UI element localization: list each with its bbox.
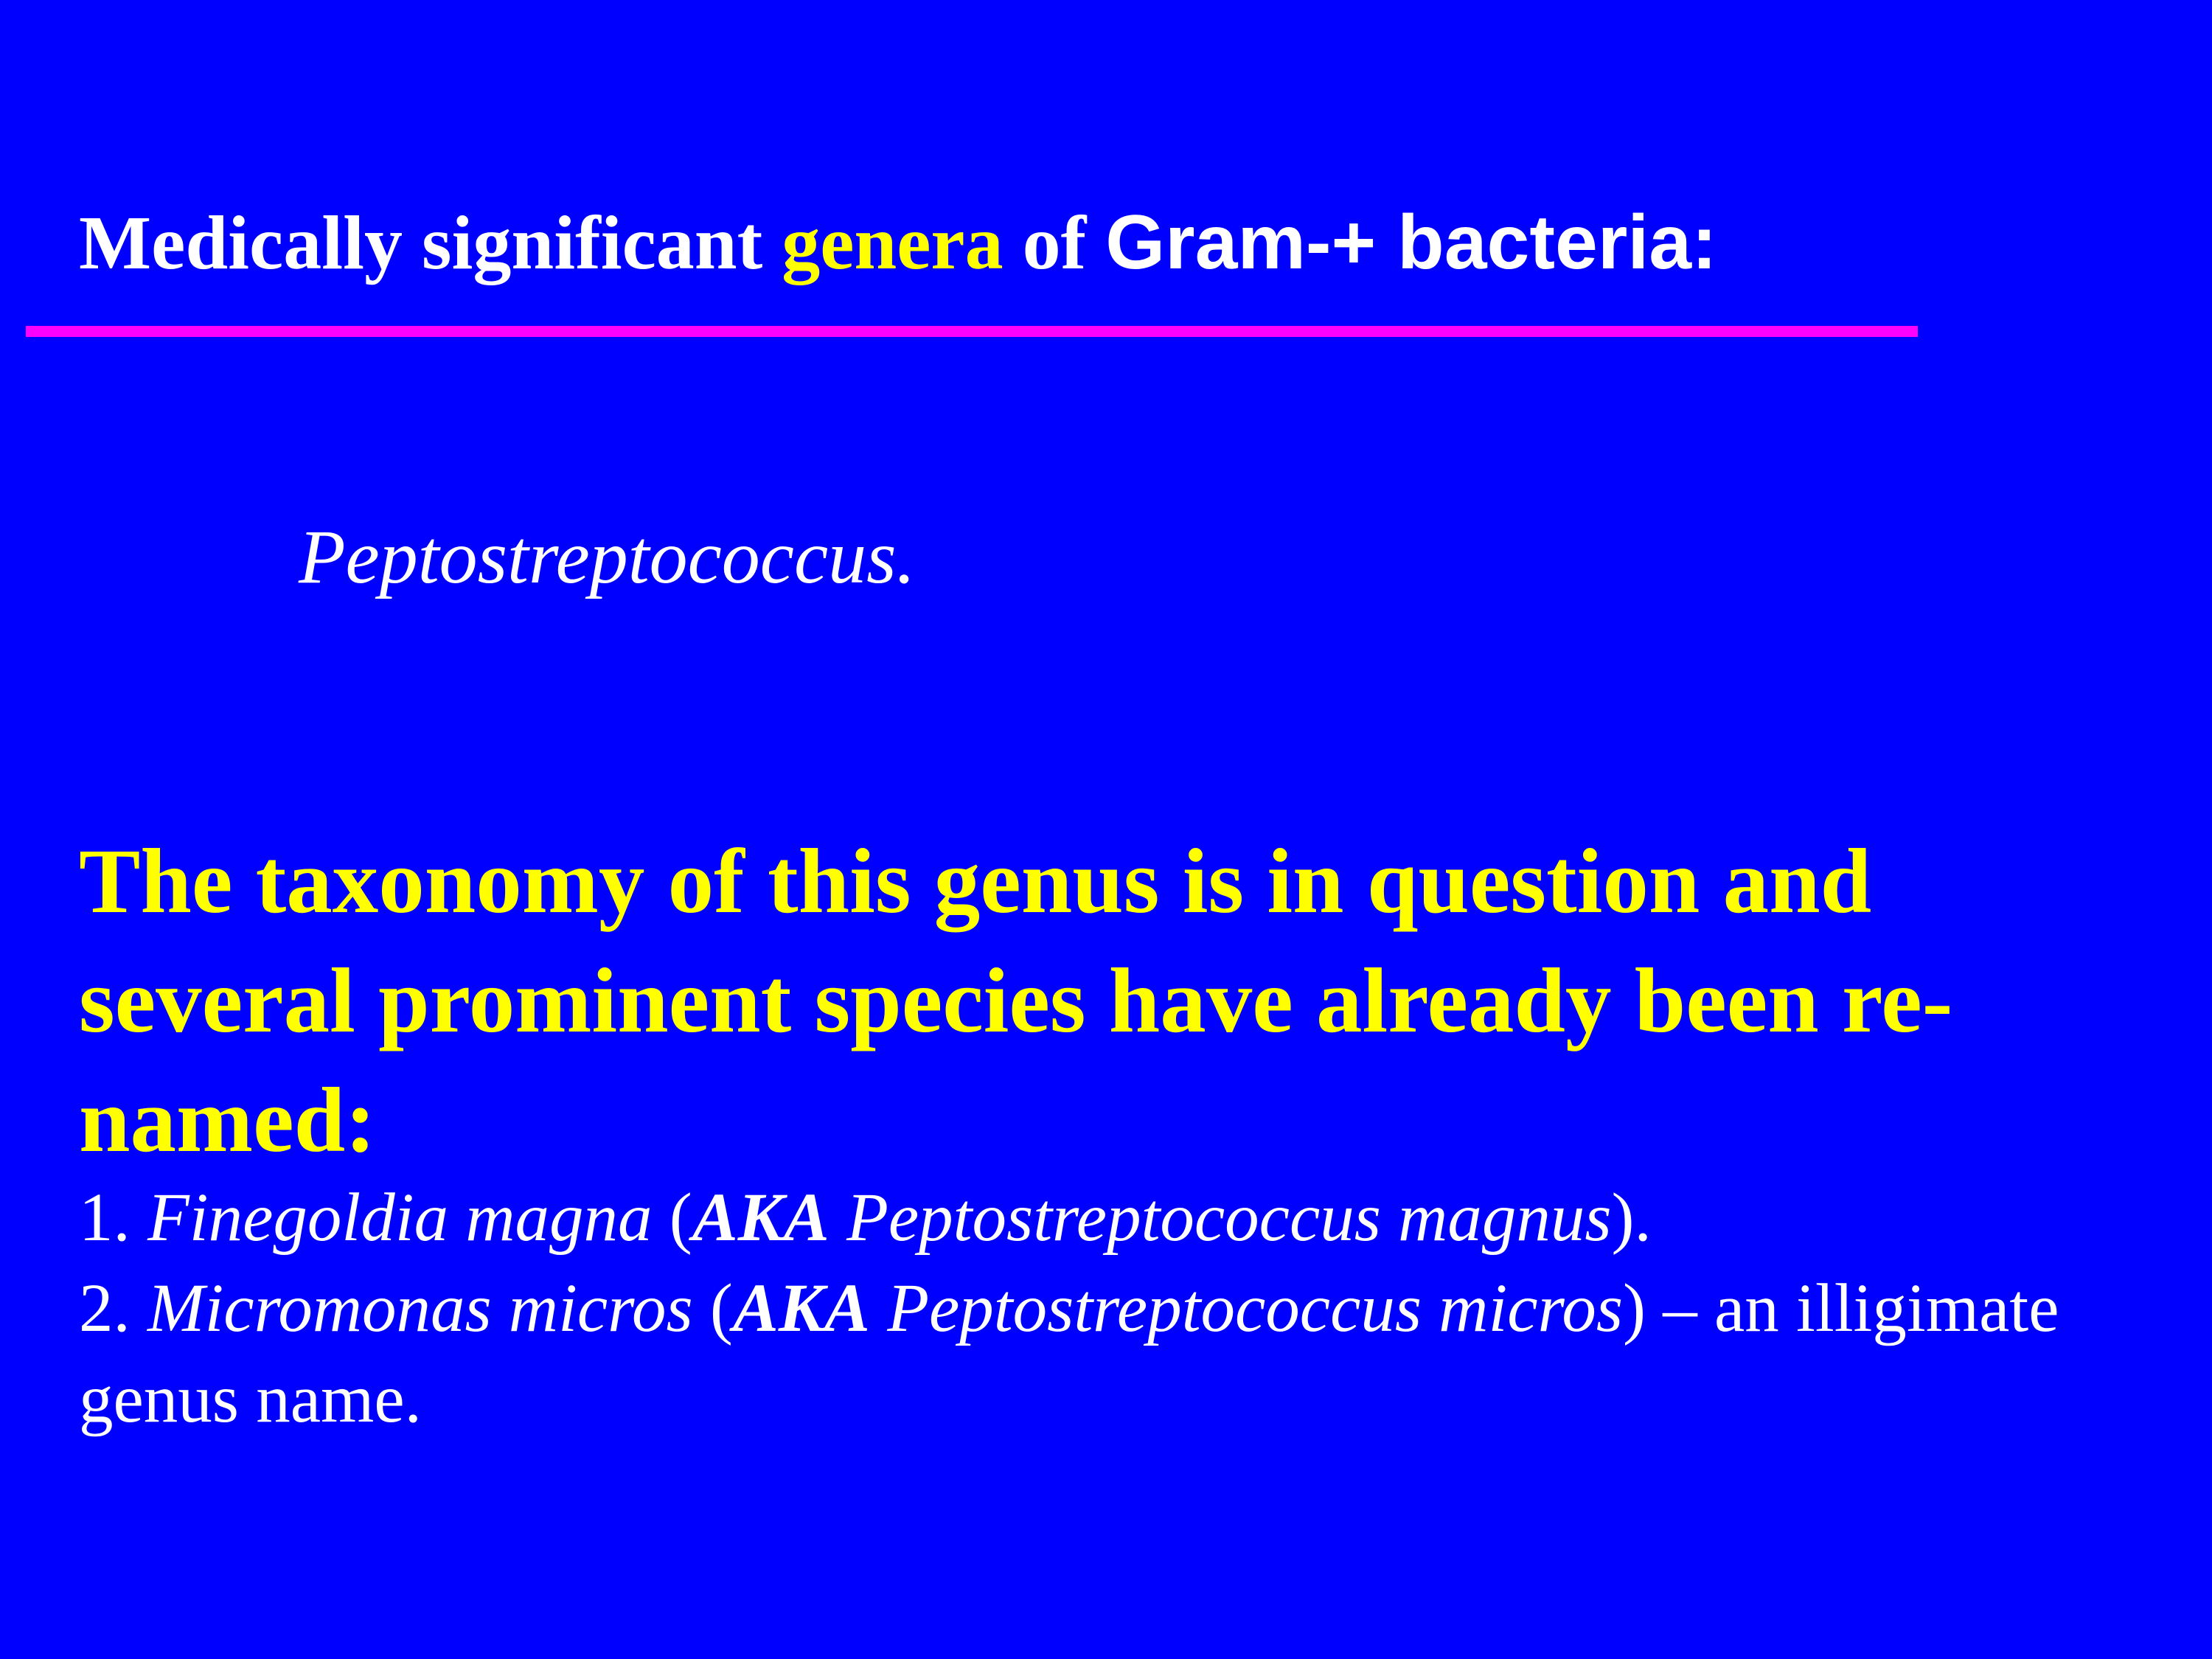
list-item — [79, 1172, 2129, 1263]
title-underline-rule — [26, 326, 1918, 337]
species-name: Finegoldia magna — [147, 1180, 653, 1256]
species-name: Micromonas micros — [147, 1270, 693, 1346]
paren-open: ( — [652, 1180, 692, 1256]
title-part-2: of — [1003, 201, 1106, 285]
title-part-3: Gram-+ bacteria: — [1105, 200, 1717, 285]
taxonomy-note: The taxonomy of this genus is in question and several prominent species have already been re-named: — [79, 831, 1953, 1172]
title-highlight-genera: genera — [782, 201, 1004, 285]
title-part-1: Medically significant — [79, 201, 782, 285]
renamed-species-list — [79, 1172, 2129, 1444]
aka-label: AKA — [732, 1270, 870, 1346]
paren-open: ( — [692, 1270, 733, 1346]
paren-close: ). — [1611, 1180, 1652, 1256]
list-item — [79, 1263, 2129, 1444]
slide-title — [79, 199, 1717, 288]
list-item-tail: – an illigimate genus name. — [79, 1270, 2059, 1437]
list-item-number: 1. — [79, 1180, 147, 1256]
list-item-number: 2. — [79, 1270, 147, 1346]
paren-close: ) — [1623, 1270, 1646, 1346]
former-species-name: Peptostreptococcus micros — [869, 1270, 1624, 1346]
genus-name: Peptostreptococcus. — [299, 515, 916, 599]
former-species-name: Peptostreptococcus magnus — [829, 1180, 1612, 1256]
aka-label: AKA — [692, 1180, 830, 1256]
